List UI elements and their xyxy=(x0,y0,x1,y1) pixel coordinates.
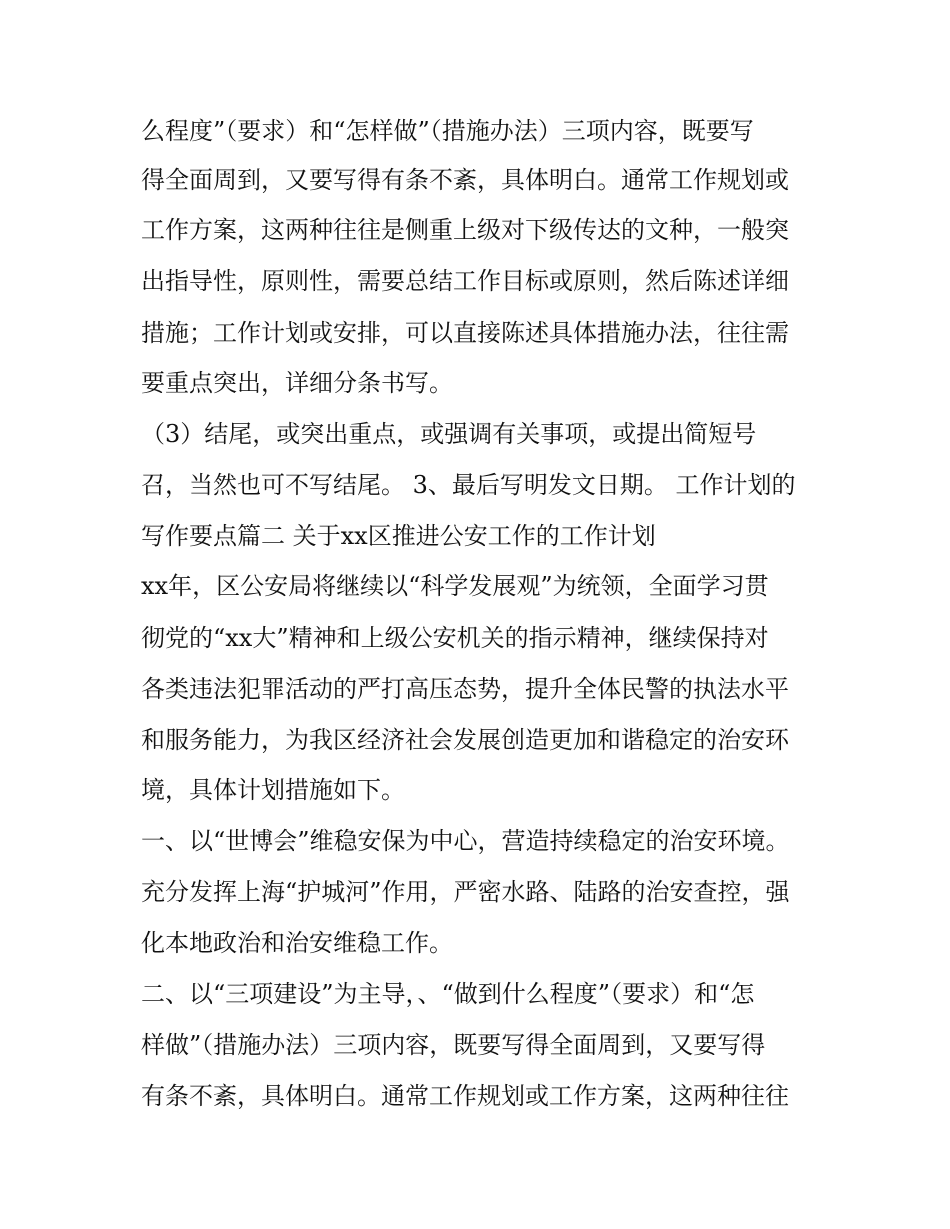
text-line: xx年，区公安局将继续以“科学发展观”为统领，全面学习贯 xyxy=(141,572,769,600)
text-line: 得全面周到，又要写得有条不紊，具体明白。通常工作规划或 xyxy=(141,166,789,194)
text-line: 彻党的“xx大”精神和上级公安机关的指示精神，继续保持对 xyxy=(141,624,769,652)
text-line: 写作要点篇二 关于xx区推进公安工作的工作计划 xyxy=(141,522,656,550)
text-line: 化本地政治和治安维稳工作。 xyxy=(141,929,453,957)
text-line: 境，具体计划措施如下。 xyxy=(141,776,405,804)
text-line: 各类违法犯罪活动的严打高压态势，提升全体民警的执法水平 xyxy=(141,675,789,703)
text-line: 充分发挥上海“护城河”作用，严密水路、陆路的治安查控，强 xyxy=(141,878,790,906)
text-line: 工作方案，这两种往往是侧重上级对下级传达的文种，一般突 xyxy=(141,216,789,244)
text-line: 样做”（措施办法）三项内容，既要写得全面周到，又要写得 xyxy=(141,1031,766,1059)
text-line: 出指导性，原则性，需要总结工作目标或原则，然后陈述详细 xyxy=(141,267,789,295)
text-line: 有条不紊，具体明白。通常工作规划或工作方案，这两种往往 xyxy=(141,1082,789,1110)
text-line: 措施；工作计划或安排，可以直接陈述具体措施办法，往往需 xyxy=(141,319,789,347)
text-line: 么程度”（要求）和“怎样做”（措施办法）三项内容，既要写 xyxy=(141,117,754,145)
text-line: 召，当然也可不写结尾。 3、最后写明发文日期。 工作计划的 xyxy=(141,471,796,499)
text-line: 一、以“世博会”维稳安保为中心，营造持续稳定的治安环境。 xyxy=(141,827,790,855)
text-line: 二、以“三项建设”为主导，、“做到什么程度”（要求）和“怎 xyxy=(141,980,755,1008)
text-line: （3）结尾，或突出重点，或强调有关事项，或提出简短号 xyxy=(141,420,757,448)
text-line: 要重点突出，详细分条书写。 xyxy=(141,369,453,397)
text-line: 和服务能力，为我区经济社会发展创造更加和谐稳定的治安环 xyxy=(141,726,789,754)
